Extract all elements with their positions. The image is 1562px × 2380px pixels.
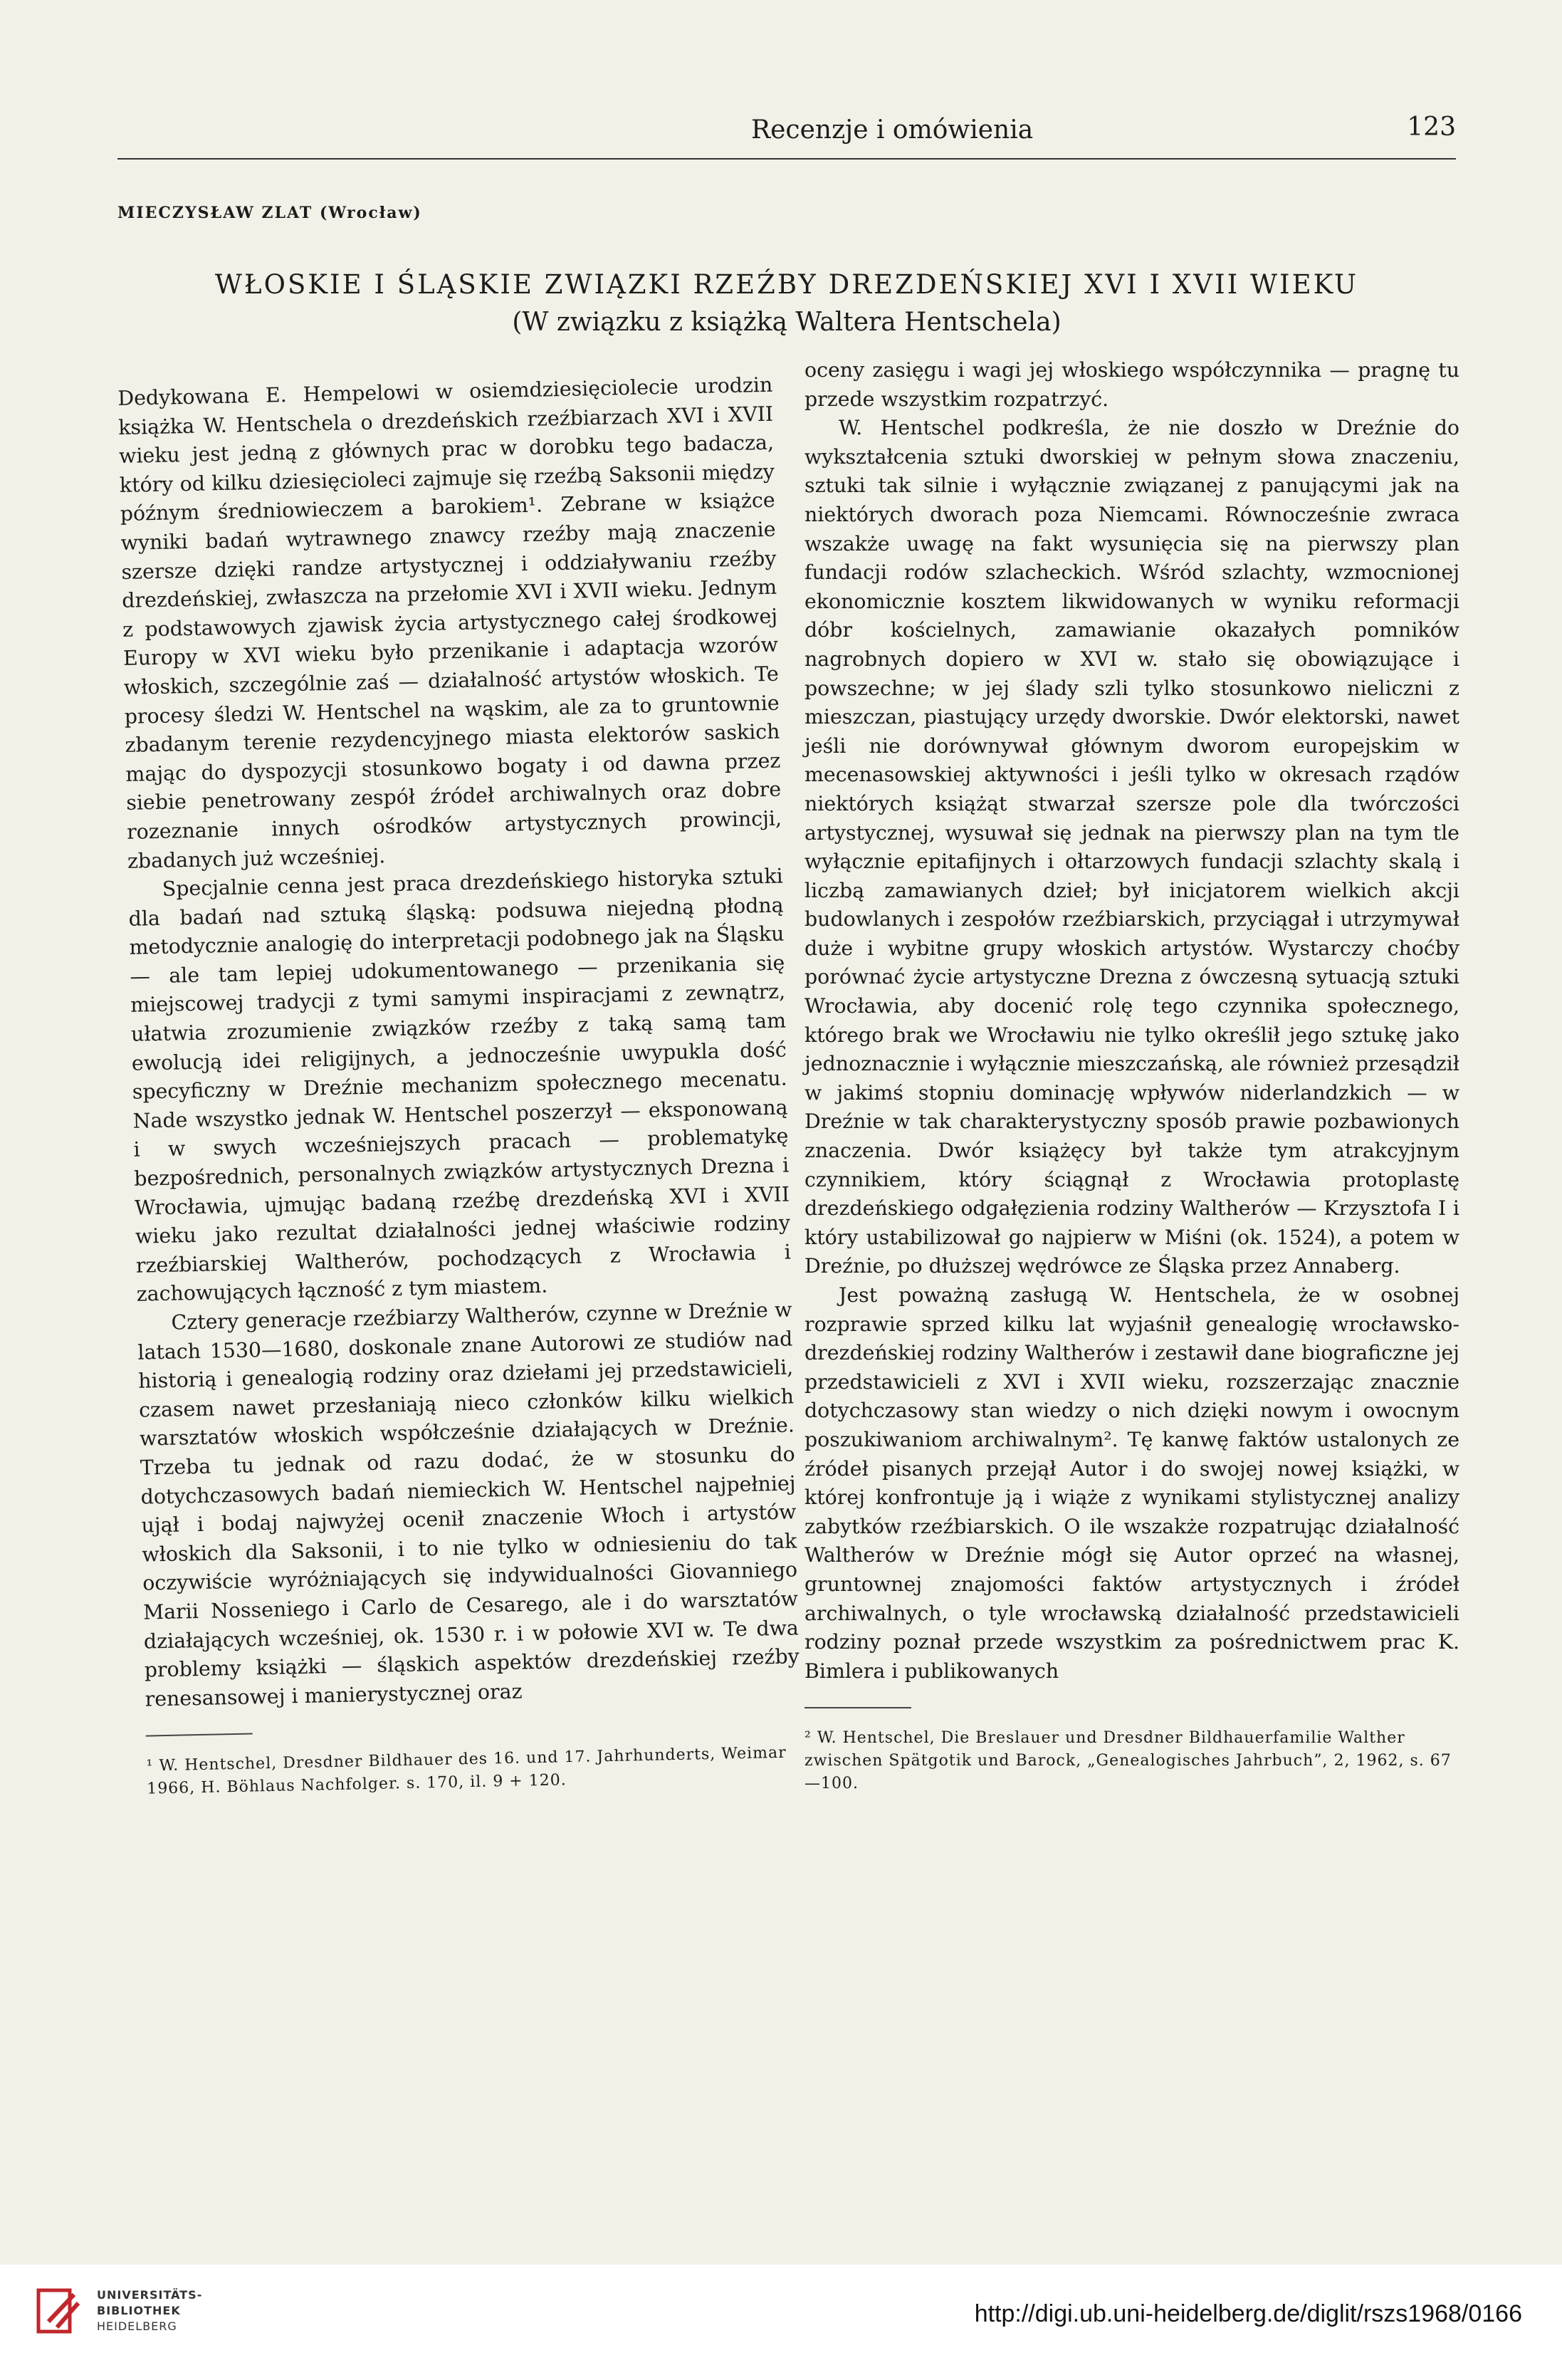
library-footer xyxy=(0,2265,1562,2380)
running-title: Recenzje i omówienia xyxy=(751,115,1034,145)
paragraph: oceny zasięgu i wagi jej włoskiego współczynnika — pragnę tu przede wszystkim rozpatrzyć. xyxy=(804,358,1459,411)
logo-text-line: HEIDELBERG xyxy=(97,2319,177,2333)
footnote-1: ¹ W. Hentschel, Dresdner Bildhauer des 16. und 17. Jahrhunderts, Weimar 1966, H. Böhlaus Nachfolger. s. 170, il. 9 + 120. xyxy=(146,1744,787,1798)
paragraph: Dedykowana E. Hempelowi w osiemdziesięciolecie urodzin książka W. Hentschela o drezdeńskich rzeźbiarzach XVI i XVII wieku jest jedną z głównych prac w dorobku tego badacza, który od kilku dziesięcioleci zajmuje się rzeźbą Saksonii między późnym średniowieczem a barokiem¹. Zebrane w książce wyniki badań wytrawnego znawcy rzeźby mają znaczenie szersze dzięki randze artystycznej i oddziaływaniu rzeźby drezdeńskiej, zwłaszcza na przełomie XVI i XVII wieku. Jednym z podstawowych zjawisk życia artystycznego całej środkowej Europy w XVI wieku było przenikanie i adaptacja wzorów włoskich, szczególnie zaś — działalność artystów włoskich. Te procesy śledzi W. Hentschel na wąskim, ale za to gruntownie zbadanym terenie rezydencyjnego miasta elektorów saskich mając do dyspozycji stosunkowo bogaty i od dawna przez siebie penetrowany zespół źródeł archiwalnych oraz dobre rozeznanie innych ośrodków artystycznych prowincji, zbadanych już wcześniej. xyxy=(117,372,782,873)
page-number: 123 xyxy=(1407,113,1456,142)
article-subtitle: (W związku z książką Waltera Hentschela) xyxy=(512,308,1062,337)
right-column xyxy=(804,356,1459,1795)
running-header xyxy=(117,115,1456,160)
article-title: WŁOSKIE I ŚLĄSKIE ZWIĄZKI RZEŹBY DREZDEŃSKIEJ XVI I XVII WIEKU xyxy=(214,269,1359,300)
footnote-divider xyxy=(804,1707,911,1708)
paragraph: W. Hentschel podkreśla, że nie doszło w Dreźnie do wykształcenia sztuki dworskiej w pełnym słowa znaczeniu, sztuki tak silnie i wyłącznie związanej z panującymi jak na niektórych dworach poza Niemcami. Równocześnie zwraca wszakże uwagę na fakt wysunięcia się na pierwszy plan fundacji rodów szlacheckich. Wśród szlachty, wzmocnionej ekonomicznie kosztem likwidowanych w wyniku reformacji dóbr kościelnych, zamawianie okazałych pomników nagrobnych dopiero w XVI w. stało się obowiązujące i powszechne; w jej ślady szli tylko stosunkowo nieliczni z mieszczan, piastujący urzędy dworskie. Dwór elektorski, nawet jeśli nie dorównywał głównym dworom europejskim w mecenasowskiej aktywności i jeśli tylko w okresach rządów niektórych książąt stwarzał szersze pole dla twórczości artystycznej, wysuwał się jednak na pierwszy plan na tym tle wyłącznie epitafijnych i ołtarzowych fundacji szlachty skalą i liczbą zamawianych dzieł; był inicjatorem wielkich akcji budowlanych i zespołów rzeźbiarskich, przyciągał i utrzymywał duże i wybitne grupy włoskich artystów. Wystarczy choćby porównać życie artystyczne Drezna z ówczesną sytuacją sztuki Wrocławia, aby docenić rolę tego czynnika społecznego, którego brak we Wrocławiu nie tylko określił jego sztukę jako jednoznacznie i wyłącznie mieszczańską, ale również przesądził w jakimś stopniu dominację wpływów niderlandzkich — w Dreźnie w tak charakterystyczny sposób prawie pozbawionych znaczenia. Dwór książęcy był także tym atrakcyjnym czynnikiem, który ściągnął z Wrocławia protoplastę drezdeńskiego odgałęzienia rodziny Waltherów — Krzysztofa I i który ustabilizował go najpierw w Miśni (ok. 1524), a potem w Dreźnie, po dłuższej wędrówce ze Śląska przez Annaberg. xyxy=(804,416,1459,1278)
logo-text-line: BIBLIOTHEK xyxy=(97,2304,181,2317)
paragraph: Cztery generacje rzeźbiarzy Waltherów, czynne w Dreźnie w latach 1530—1680, doskonale znane Autorowi ze studiów nad historią i genealogią rodziny oraz dziełami jej przedstawicieli, czasem nawet przesłaniają nieco członków kilku wielkich warsztatów włoskich współcześnie działających w Dreźnie. Trzeba tu jednak od razu dodać, że w stosunku do dotychczasowych badań niemieckich W. Hentschel najpełniej ujął i bodaj najwyżej ocenił znaczenie Włoch i artystów włoskich dla Saksonii, i to nie tylko w odniesieniu do tak oczywiście wyróżniających się indywidualności Giovanniego Marii Nosseniego i Carlo de Cesarego, ale i do warsztatów działających wcześniej, ok. 1530 r. i w połowie XVI w. Te dwa problemy książki — śląskich aspektów drezdeńskiej rzeźby renesansowej i manierystycznej oraz xyxy=(137,1298,800,1711)
paragraph: Jest poważną zasługą W. Hentschela, że w osobnej rozprawie sprzed kilku lat wyjaśnił genealogię wrocławsko-drezdeńskiej rodziny Waltherów i zestawił dane biograficzne jej przedstawicieli z XVI i XVII wieku, rozszerzając znacznie dotychczasowy stan wiedzy o nich dzięki nowym i owocnym poszukiwaniom archiwalnym². Tę kanwę faktów ustalonych ze źródeł pisanych przejął Autor i do swojej nowej książki, w której konfrontuje ją i wiąże z wynikami stylistycznej analizy zabytków rzeźbiarskich. O ile wszakże rozpatrując działalność Waltherów w Dreźnie mógł się Autor oprzeć na własnej, gruntownej znajomości faktów artystycznych i źródeł archiwalnych, o tyle wrocławską działalność przedstawicieli rodziny poznał przede wszystkim za pośrednictwem prac K. Bimlera i publikowanych xyxy=(804,1283,1459,1683)
paragraph: Specjalnie cenna jest praca drezdeńskiego historyka sztuki dla badań nad sztuką śląską: podsuwa niejedną płodną metodycznie analogię do interpretacji podobnego jak na Śląsku — ale tam lepiej udokumentowanego — przenikania się miejscowej tradycji z tymi samymi inspiracjami z zewnątrz, ułatwia zrozumienie związków rzeźby z taką samą tam ewolucją idei religijnych, a jednocześnie uwypukla dość specyficzny w Dreźnie mechanizm społecznego mecenatu. Nade wszystko jednak W. Hentschel poszerzył — eksponowaną i w swych wcześniejszych pracach — problematykę bezpośrednich, personalnych związków artystycznych Drezna i Wrocławia, ujmując badaną rzeźbę drezdeńską XVI i XVII wieku jako rezultat działalności jednej właściwie rodziny rzeźbiarskiej Waltherów, pochodzących z Wrocławia i zachowujących łączność z tym miastem. xyxy=(128,864,792,1307)
logo-text-line: UNIVERSITÄTS- xyxy=(97,2288,203,2302)
source-url-link[interactable]: http://digi.ub.uni-heidelberg.de/diglit/rszs1968/0166 xyxy=(974,2300,1522,2327)
footnote-divider xyxy=(146,1733,253,1737)
library-logo[interactable] xyxy=(34,2286,202,2336)
footnote-2: ² W. Hentschel, Die Breslauer und Dresdner Bildhauerfamilie Walther zwischen Spätgotik und Barock, „Genealogisches Jahrbuch”, 2, 1962, s. 67—100. xyxy=(804,1729,1452,1793)
article-author: MIECZYSŁAW ZLAT (Wrocław) xyxy=(117,204,422,222)
library-logo-icon xyxy=(34,2286,84,2336)
left-column xyxy=(117,371,802,1801)
